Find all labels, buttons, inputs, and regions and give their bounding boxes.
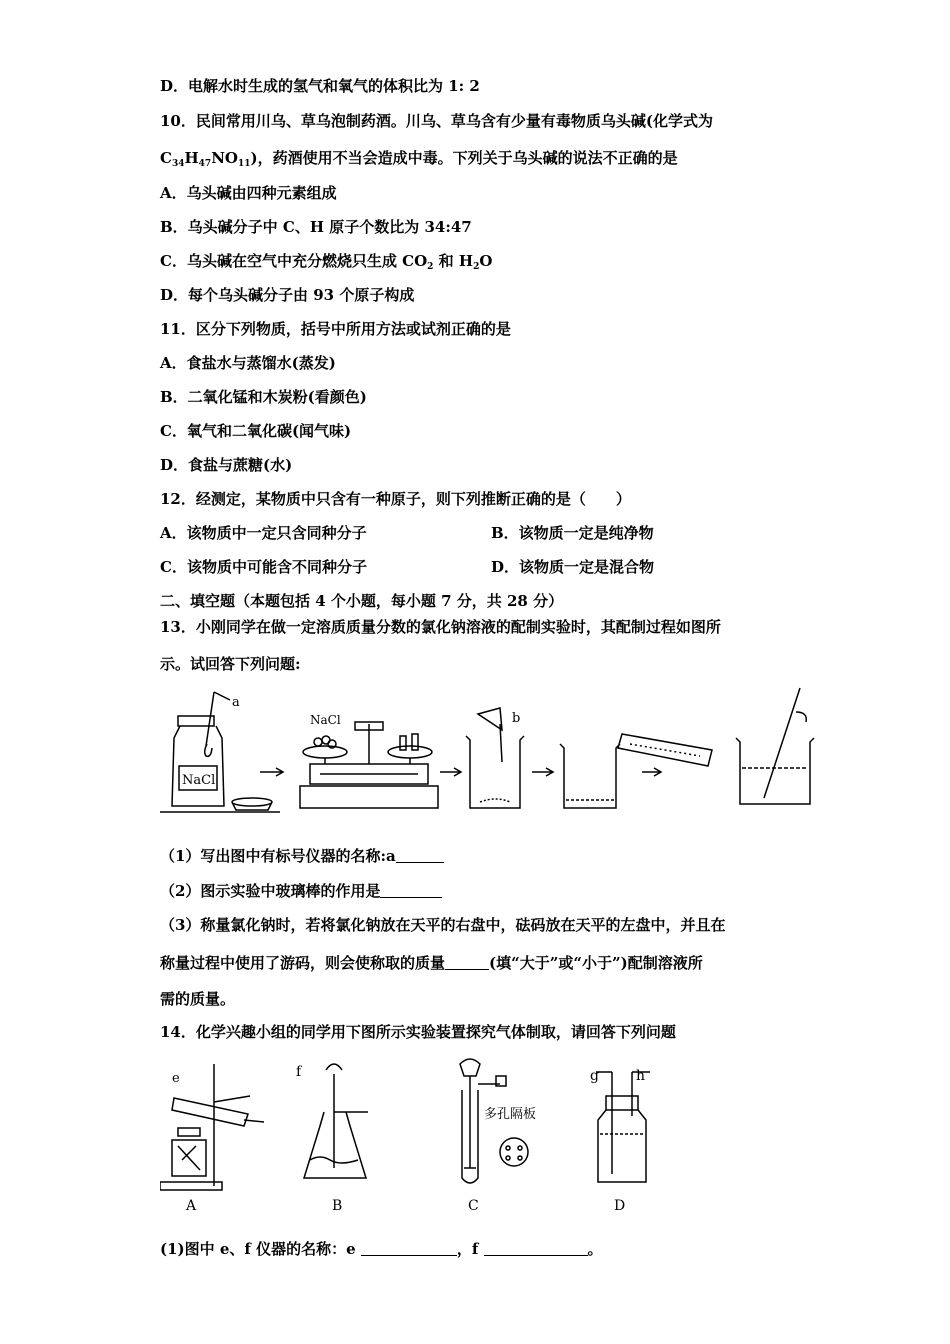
q13-part2	[160, 881, 442, 901]
arrow-3	[532, 768, 553, 776]
formula-h-sub: 47	[198, 159, 212, 169]
beaker-with-glass-rod	[736, 688, 814, 804]
q11-option-b: B．二氧化锰和木炭粉(看颜色)	[160, 388, 367, 406]
q13-part1-blank[interactable]	[396, 848, 444, 863]
q14-porous-plate-label: 多孔隔板	[484, 1107, 537, 1122]
formula-o-sub: 11	[237, 159, 251, 169]
apparatus-b	[304, 1064, 368, 1178]
q12-option-d: D．该物质一定是混合物	[491, 558, 655, 576]
q13-stem-line2: 示。试回答下列问题:	[160, 655, 301, 673]
q14-label-h: h	[636, 1068, 646, 1084]
q10-c-prefix: C．乌头碱在空气中充分燃烧只生成 CO	[160, 252, 428, 270]
q14-label-f: f	[296, 1064, 302, 1080]
q13-part3-post: (填“大于”或“小于”)配制溶液所	[489, 954, 703, 972]
q11-option-a: A．食盐水与蒸馏水(蒸发)	[160, 354, 336, 372]
q13-part1-text: （1）写出图中有标号仪器的名称:a	[160, 847, 396, 865]
q13-label-b: b	[512, 711, 521, 726]
q11-option-d: D．食盐与蔗糖(水)	[160, 456, 293, 474]
beaker-with-cylinder	[560, 734, 712, 808]
q13-part3-line1: （3）称量氯化钠时，若将氯化钠放在天平的右盘中，砝码放在天平的左盘中，并且在	[160, 916, 726, 934]
q13-label-a: a	[232, 695, 240, 710]
q13-part2-blank[interactable]	[380, 883, 442, 898]
formula-c-sub: 34	[171, 159, 185, 169]
q10-c-sub-h2o: 2	[473, 262, 480, 272]
q12-option-a: A．该物质中一定只含同种分子	[160, 524, 367, 542]
q14-blank-f[interactable]	[484, 1241, 588, 1256]
q13-part1	[160, 846, 444, 866]
q10-c-end: O	[479, 252, 493, 270]
q12-option-b: B．该物质一定是纯净物	[491, 524, 654, 542]
q14-caption-d: D	[614, 1198, 626, 1214]
q13-bottle-label-nacl: NaCl	[182, 773, 216, 788]
q13-stem-line1: 13．小刚同学在做一定溶质质量分数的氯化钠溶液的配制实验时，其配制过程如图所	[160, 618, 721, 636]
q10-option-c	[160, 251, 492, 271]
q14-label-g: g	[590, 1068, 599, 1084]
q13-part3-pre: 称量过程中使用了游码，则会使称取的质量	[160, 954, 446, 972]
arrow-1	[260, 768, 283, 776]
formula-no: NO	[211, 149, 238, 167]
arrow-4	[642, 768, 661, 776]
q14-gas-apparatus-figure	[160, 1050, 680, 1220]
q10-stem-line2	[160, 148, 678, 168]
q13-part3-blank[interactable]	[445, 955, 489, 970]
q14-label-e: e	[172, 1071, 180, 1086]
apparatus-d	[596, 1072, 650, 1182]
q11-option-c: C．氧气和二氧化碳(闻气味)	[160, 422, 352, 440]
q14-part1	[160, 1239, 603, 1259]
q10-option-d: D．每个乌头碱分子由 93 个原子构成	[160, 286, 415, 304]
q10-option-b: B．乌头碱分子中 C、H 原子个数比为 34:47	[160, 218, 472, 236]
q11-stem: 11．区分下列物质，括号中所用方法或试剂正确的是	[160, 320, 511, 338]
balance-scale	[300, 722, 438, 808]
q13-part2-text: （2）图示实验中玻璃棒的作用是	[160, 882, 381, 900]
q9-option-d: D．电解水时生成的氢气和氧气的体积比为 1: 2	[160, 77, 480, 95]
q10-c-mid: 和 H	[433, 252, 474, 270]
q13-part3-line3: 需的质量。	[160, 990, 236, 1008]
formula-h: H	[184, 149, 199, 167]
reagent-bottle-nacl	[172, 692, 272, 810]
q13-part3-line2	[160, 953, 703, 973]
q12-row1	[160, 523, 367, 543]
q14-part1-mid: ，f	[456, 1240, 484, 1258]
q10-stem-rest: )，药酒使用不当会造成中毒。下列关于乌头碱的说法不正确的是	[250, 149, 678, 167]
q14-caption-c: C	[468, 1198, 479, 1214]
q14-part1-end: 。	[587, 1240, 603, 1258]
spoon-a	[205, 692, 214, 756]
q13-balance-label-nacl: NaCl	[310, 713, 341, 727]
q13-solution-preparation-figure	[160, 684, 820, 819]
arrow-2	[440, 768, 461, 776]
q12-option-c: C．该物质中可能含不同种分子	[160, 558, 367, 576]
q14-caption-a: A	[186, 1198, 197, 1214]
q14-stem: 14．化学兴趣小组的同学用下图所示实验装置探究气体制取，请回答下列问题	[160, 1023, 676, 1041]
q14-part1-pre: (1)图中 e、f 仪器的名称：e	[160, 1240, 361, 1258]
q10-stem-line1: 10．民间常用川乌、草乌泡制药酒。川乌、草乌含有少量有毒物质乌头碱(化学式为	[160, 112, 713, 130]
section2-title: 二、填空题（本题包括 4 个小题，每小题 7 分，共 28 分）	[160, 592, 564, 610]
glass-rod	[764, 688, 800, 798]
q14-blank-e[interactable]	[361, 1241, 457, 1256]
q14-caption-b: B	[332, 1198, 343, 1214]
formula-c: C	[160, 149, 172, 167]
q10-option-a: A．乌头碱由四种元素组成	[160, 184, 337, 202]
q12-stem: 12．经测定，某物质中只含有一种原子，则下列推断正确的是（ ）	[160, 490, 631, 508]
q10-c-sub-co2: 2	[427, 262, 434, 272]
